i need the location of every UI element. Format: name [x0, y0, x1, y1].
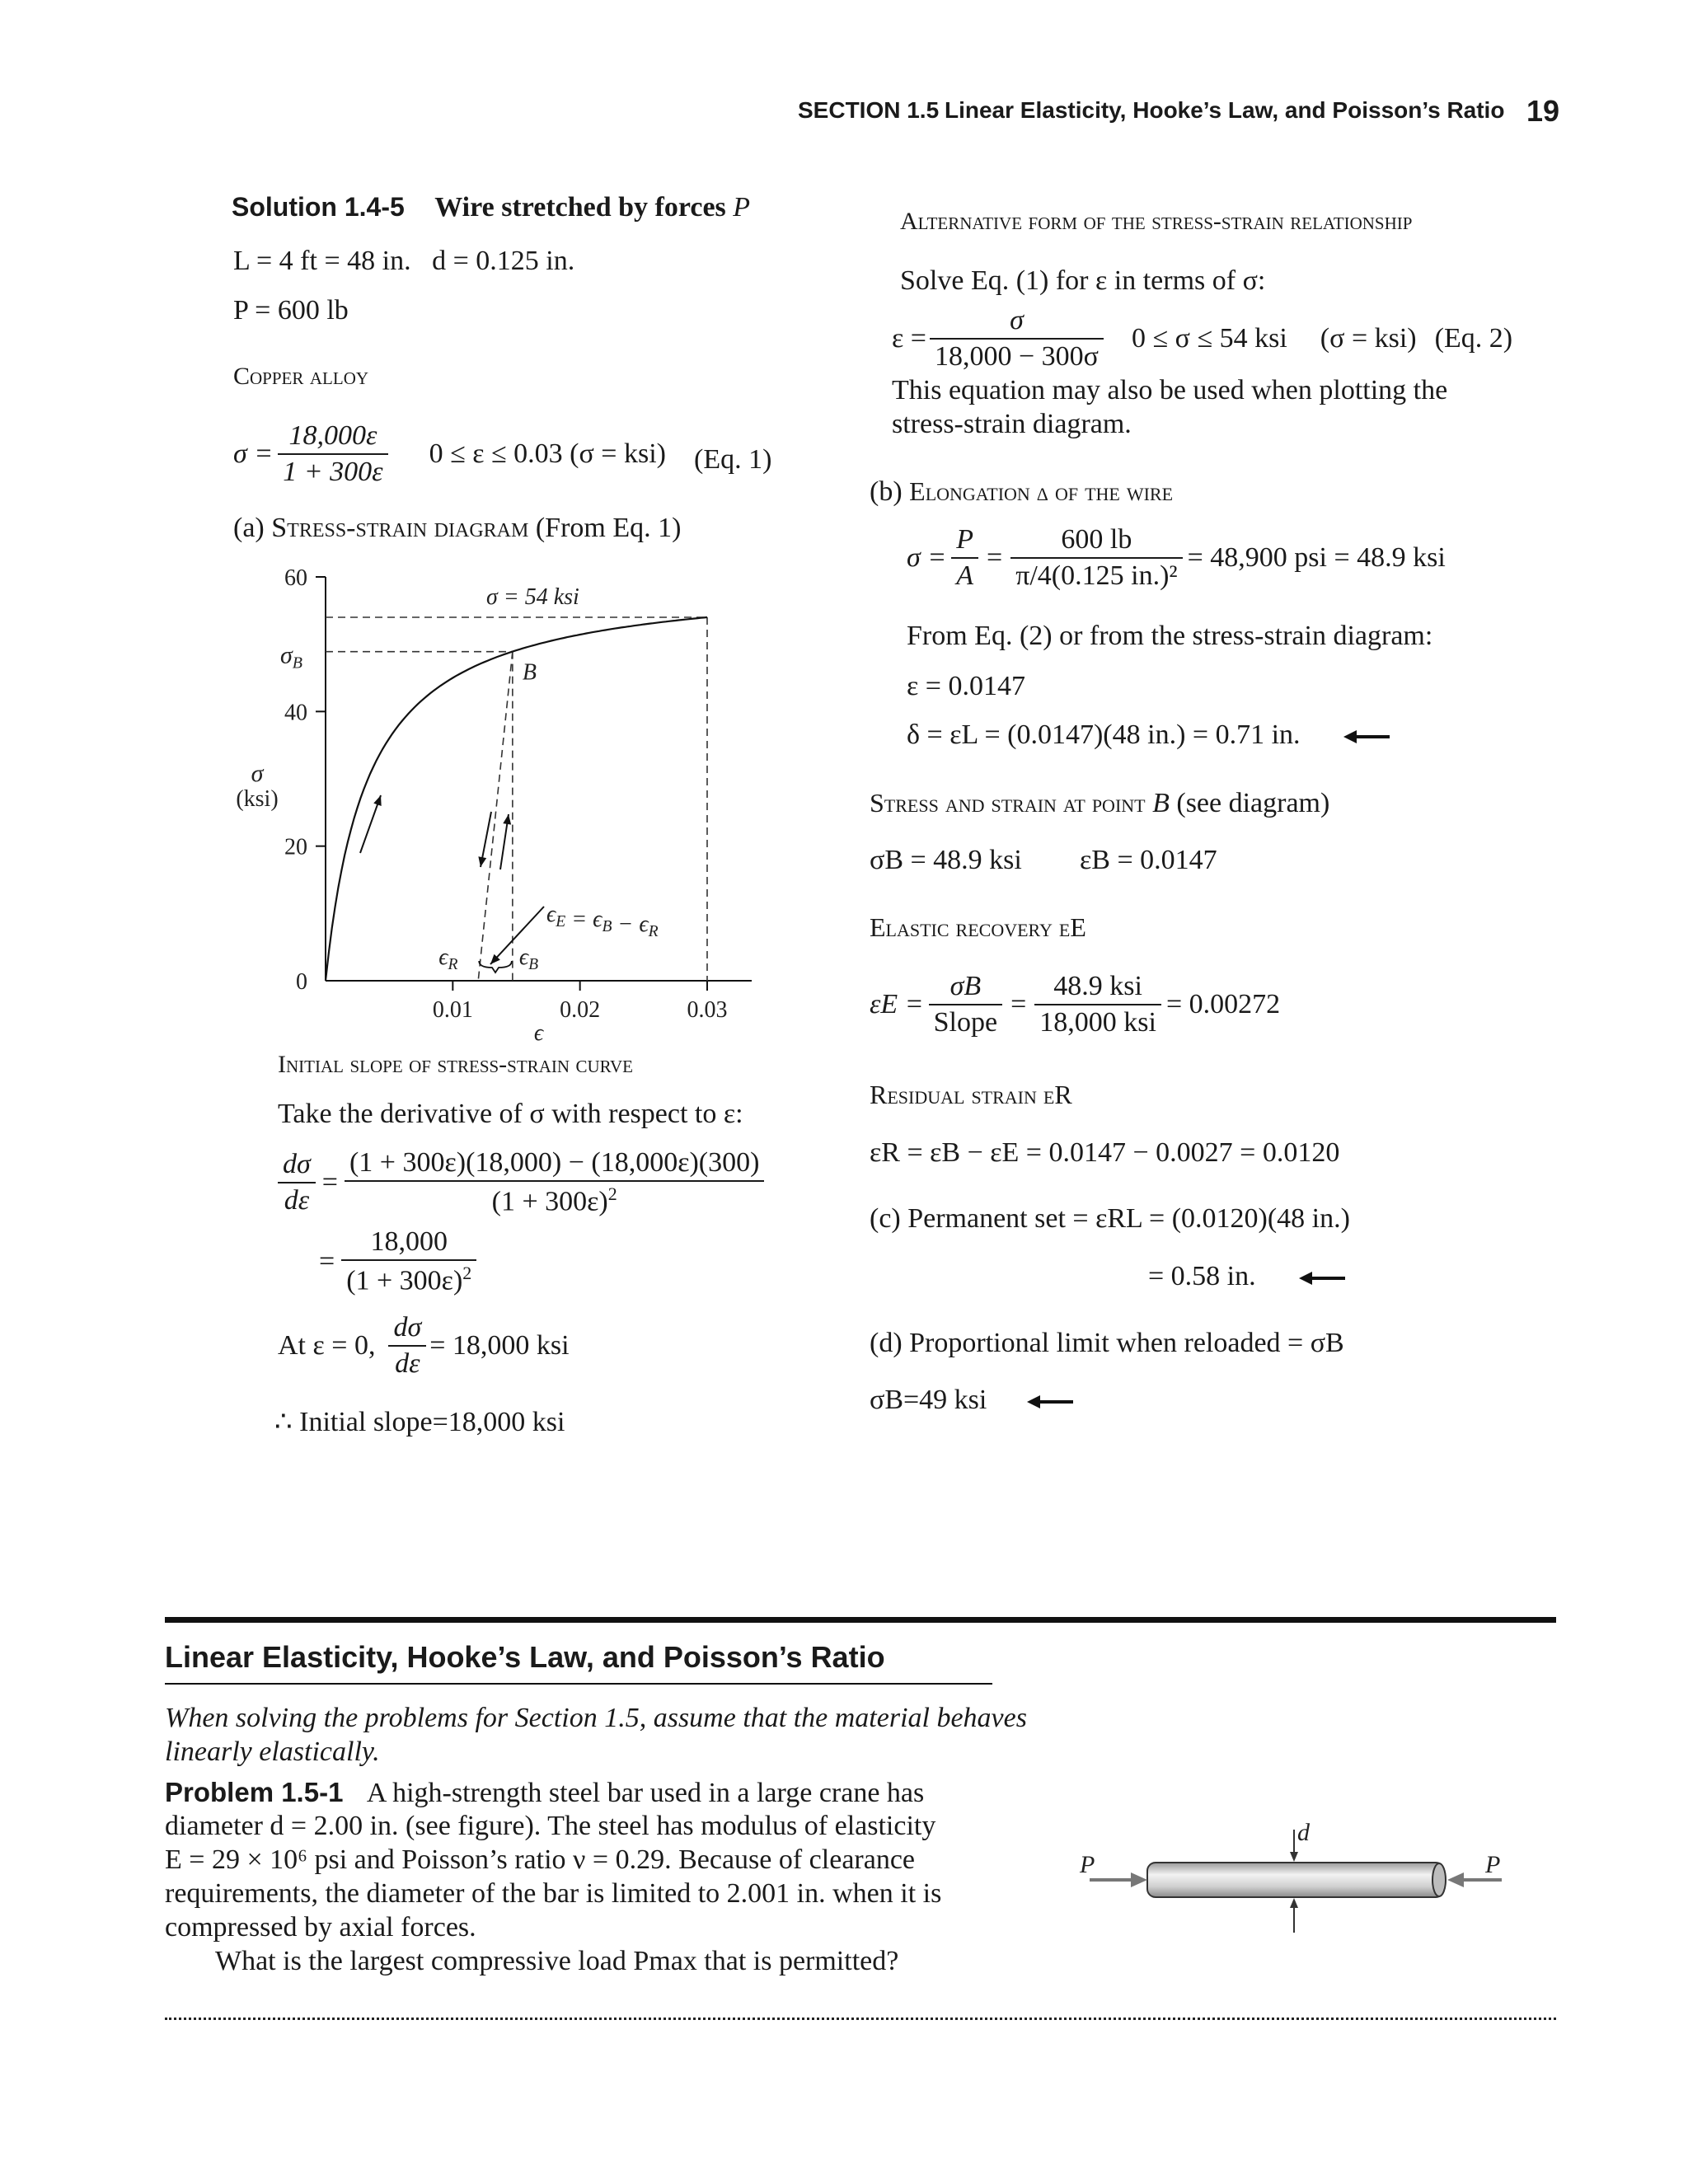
eq1-tag: (Eq. 1): [694, 444, 772, 475]
load-arrow-left-icon: [1131, 1872, 1147, 1887]
strain-value: ε = 0.0147: [907, 671, 1025, 701]
eps-e-label: $\epsilon_E = \epsilon_B - \epsilon_R$: [546, 902, 659, 940]
solution-title-var: P: [733, 192, 751, 223]
chart-layer: [236, 565, 752, 1046]
stress-frac-2-den: π/4(0.125 in.)²: [1010, 557, 1182, 592]
stress-frac-2-num: 600 lb: [1061, 524, 1132, 555]
from-eq2-text: From Eq. (2) or from the stress-strain diagram:: [907, 621, 1433, 651]
proportional-limit: (d) Proportional limit when reloaded = σB: [870, 1328, 1344, 1358]
deriv2-denominator: (1 + 300ε): [346, 1265, 463, 1296]
point-b-var: B: [1152, 788, 1170, 818]
dimension-arrow-top-icon: [1290, 1852, 1298, 1862]
problem-line-3: E = 29 × 10⁶ psi and Poisson’s ratio ν = 0.29. Because of clearance: [165, 1844, 915, 1875]
eq1-range: 0 ≤ ε ≤ 0.03 (σ = ksi): [429, 438, 666, 469]
deriv-lhs-num: dσ: [283, 1148, 311, 1179]
proportional-limit-value: σB=49 ksi: [870, 1385, 987, 1415]
part-b-title: Elongation δ of the wire: [909, 476, 1174, 506]
label-p-left: P: [1080, 1851, 1095, 1878]
derivative-intro: Take the derivative of σ with respect to ε:: [278, 1099, 743, 1129]
stress-frac-1-num: P: [956, 524, 973, 555]
eps-b-value: εB = 0.0147: [1080, 845, 1217, 875]
y-tick-label: 0: [296, 969, 307, 995]
givens-line-1: L = 4 ft = 48 in. d = 0.125 in.: [233, 246, 575, 276]
deriv-eq-sign-2: =: [319, 1245, 335, 1277]
unloading-arrow-icon: [478, 856, 486, 867]
elastic-result: = 0.00272: [1165, 989, 1281, 1019]
y-tick-label: 40: [284, 700, 307, 726]
y-special-label: $\sigma_B$: [280, 641, 303, 673]
initial-slope-conclusion: ∴ Initial slope=18,000 ksi: [274, 1407, 565, 1437]
bar-end-face: [1432, 1863, 1446, 1896]
solution-number: Solution 1.4-5: [232, 192, 405, 222]
problem-line-1: A high-strength steel bar used in a large crane has: [366, 1778, 925, 1808]
elastic-frac-1-num: σB: [950, 971, 982, 1001]
deriv2-fraction: [341, 1226, 476, 1296]
at-eps-num: dσ: [393, 1312, 422, 1343]
x-tick-label: 0.01: [432, 997, 473, 1023]
elastic-frac-2-den: 18,000 ksi: [1034, 1004, 1161, 1038]
deriv2-denominator-exp: 2: [462, 1263, 472, 1283]
residual-strain-equation: εR = εB − εE = 0.0147 − 0.0027 = 0.0120: [870, 1137, 1340, 1168]
y-axis-units: (ksi): [236, 786, 279, 812]
deriv-denominator-exp: 2: [607, 1183, 617, 1204]
initial-slope-heading: Initial slope of stress-strain curve: [278, 1051, 634, 1078]
eq1-lhs: σ =: [233, 438, 274, 469]
eq2-note: This equation may also be used when plotting the stress-strain diagram.: [892, 375, 1448, 439]
deriv-numerator: (1 + 300ε)(18,000) − (18,000ε)(300): [349, 1147, 760, 1178]
elastic-lhs: εE =: [870, 989, 924, 1019]
answer-arrow-icon: [1299, 1269, 1345, 1287]
load-arrow-right-icon: [1447, 1872, 1464, 1887]
point-b-label: B: [522, 659, 537, 686]
x-tick-label: 0.03: [687, 997, 728, 1023]
solve-intro: Solve Eq. (1) for ε in terms of σ:: [900, 265, 1266, 296]
y-tick-label: 60: [284, 565, 307, 591]
eq1-numerator: 18,000ε: [288, 420, 377, 451]
stress-result: = 48,900 psi = 48.9 ksi: [1187, 542, 1446, 573]
stress-strain-chart: [223, 560, 783, 1055]
eq1-denominator: 1 + 300ε: [278, 453, 387, 488]
stress-lhs: σ =: [907, 542, 947, 573]
elastic-recovery-heading: Elastic recovery εE: [870, 912, 1086, 942]
problem-line-2: diameter d = 2.00 in. (see figure). The steel has modulus of elasticity: [165, 1811, 936, 1841]
eps-b-label: $\epsilon_B$: [518, 944, 539, 973]
permanent-set: (c) Permanent set = εRL = (0.0120)(48 in.): [870, 1203, 1350, 1234]
dimension-arrow-bottom-icon: [1290, 1898, 1298, 1908]
deriv2-denominator-group: [341, 1259, 476, 1296]
answer-arrow-icon: [1027, 1393, 1073, 1411]
elongation-result: [907, 719, 1390, 751]
deriv-lhs-den: dε: [278, 1182, 316, 1216]
part-a-heading: [233, 513, 681, 544]
eq2-numerator: σ: [1010, 305, 1024, 335]
sigma-b-value: σB = 48.9 ksi: [870, 845, 1022, 875]
stress-equation: [907, 524, 1446, 592]
asymptote-label: σ = 54 ksi: [486, 584, 579, 610]
page-number: 19: [1526, 94, 1560, 128]
stress-frac-1-den: A: [951, 557, 978, 592]
problem-question: What is the largest compressive load Pmax that is permitted?: [215, 1946, 899, 1976]
elastic-recovery-equation: [870, 971, 1280, 1038]
section-title-rule: [165, 1683, 992, 1685]
derivative-equation-2: [319, 1226, 476, 1296]
running-header-section: [798, 97, 939, 124]
problem-first-line: [165, 1777, 924, 1809]
permanent-set-result: [1148, 1261, 1345, 1292]
at-eps-fraction: [388, 1312, 426, 1380]
at-epsilon-equation: [278, 1312, 570, 1380]
elastic-frac-2: [1034, 971, 1161, 1038]
elongation-equation: δ = εL = (0.0147)(48 in.) = 0.71 in.: [907, 719, 1301, 750]
section-top-rule: [165, 1617, 1556, 1623]
header-section-number: SECTION 1.5: [798, 97, 940, 123]
problem-line-4: requirements, the diameter of the bar is limited to 2.001 in. when it is: [165, 1878, 942, 1909]
deriv-denominator-group: [345, 1180, 764, 1217]
at-eps-den: dε: [388, 1345, 426, 1380]
section-title: Linear Elasticity, Hooke’s Law, and Poisson’s Ratio: [165, 1640, 885, 1674]
section-bottom-rule: [165, 2018, 1556, 2020]
problem-number: Problem 1.5-1: [165, 1777, 344, 1807]
solution-heading: [232, 192, 750, 223]
solution-title: Wire stretched by forces: [434, 192, 726, 223]
at-eps-label: At ε = 0,: [278, 1330, 376, 1361]
x-axis-label: ϵ: [533, 1020, 544, 1046]
stress-eq-sign: =: [987, 542, 1003, 573]
elastic-eq-sign: =: [1010, 989, 1027, 1019]
eps-r-label: $\epsilon_R$: [438, 944, 458, 973]
copper-alloy-heading: Copper alloy: [233, 363, 369, 390]
part-a-title: Stress-strain diagram: [271, 513, 529, 543]
eq2-range: 0 ≤ σ ≤ 54 ksi: [1131, 323, 1287, 354]
deriv-lhs-fraction: [278, 1149, 316, 1216]
elastic-frac-1: [929, 971, 1002, 1038]
proportional-limit-result: [870, 1385, 1073, 1416]
eq2-units: (σ = ksi): [1320, 323, 1417, 354]
part-a-suffix: (From Eq. 1): [535, 513, 682, 543]
derivative-equation-1: [278, 1147, 764, 1217]
residual-strain-heading: Residual strain εR: [870, 1080, 1072, 1109]
steel-bar-figure: [1071, 1809, 1517, 1941]
label-d: d: [1297, 1819, 1310, 1846]
alternative-form-heading: Alternative form of the stress-strain relationship: [900, 208, 1413, 235]
x-tick-label: 0.02: [560, 997, 601, 1023]
section-intro: When solving the problems for Section 1.5, assume that the material behaves linearly elastically.: [165, 1703, 1027, 1767]
eps-e-brace: [479, 961, 512, 972]
eq2-lhs: ε =: [892, 323, 926, 354]
deriv-fraction: [345, 1147, 764, 1217]
equation-2: [892, 305, 1512, 373]
part-b-heading: [870, 476, 1173, 508]
stress-frac-2: [1010, 524, 1182, 592]
problem-line-5: compressed by axial forces.: [165, 1912, 476, 1943]
point-b-heading: [870, 788, 1329, 819]
part-b-prefix: (b): [870, 476, 903, 507]
at-eps-result: = 18,000 ksi: [429, 1330, 570, 1361]
y-axis-label: σ: [251, 760, 264, 787]
stress-frac-1: [951, 524, 978, 592]
eq1-fraction: [278, 420, 387, 488]
point-b-title: Stress and strain at point: [870, 788, 1146, 818]
deriv2-numerator: 18,000: [370, 1226, 448, 1257]
point-b-suffix: (see diagram): [1176, 788, 1330, 818]
eq2-tag: (Eq. 2): [1434, 323, 1513, 354]
eq2-fraction: [930, 305, 1104, 373]
part-a-prefix: (a): [233, 513, 265, 543]
steel-bar: [1147, 1863, 1444, 1897]
loading-arrow-icon: [373, 795, 381, 806]
givens-line-2: P = 600 lb: [233, 295, 349, 326]
y-tick-label: 20: [284, 834, 307, 860]
running-header-title: Linear Elasticity, Hooke’s Law, and Poisson’s Ratio: [945, 97, 1505, 123]
deriv-denominator: (1 + 300ε): [491, 1186, 608, 1217]
reloading-arrow-icon: [503, 814, 511, 825]
elastic-frac-1-den: Slope: [929, 1004, 1002, 1038]
permanent-set-value: = 0.58 in.: [1148, 1261, 1256, 1291]
equation-1: [233, 420, 771, 488]
deriv-eq-sign-1: =: [321, 1166, 338, 1197]
label-p-right: P: [1485, 1851, 1501, 1878]
elastic-frac-2-num: 48.9 ksi: [1053, 971, 1142, 1001]
eq2-denominator: 18,000 − 300σ: [930, 338, 1104, 373]
answer-arrow-icon: [1343, 728, 1390, 746]
